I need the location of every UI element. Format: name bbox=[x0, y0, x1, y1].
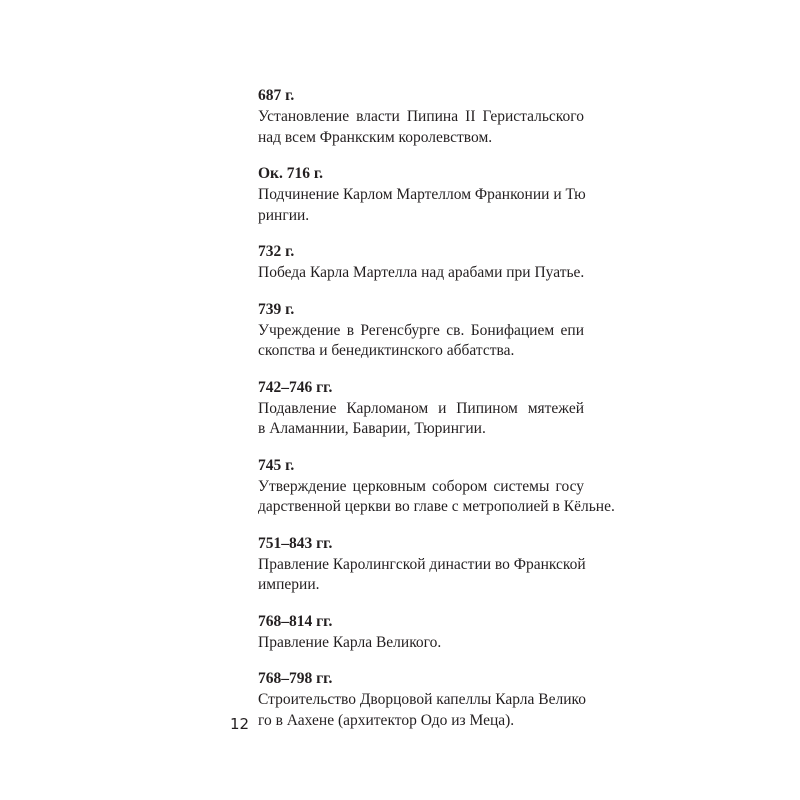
entry-text-line: Установление власти Пипина II Геристальского bbox=[258, 108, 584, 125]
chronology-entry bbox=[258, 456, 615, 518]
page-number: 12 bbox=[230, 715, 250, 733]
chronology-entry bbox=[258, 242, 584, 284]
entry-text-line: Утверждение церковным собором системы госу bbox=[258, 477, 584, 495]
entry-text-line: Подчинение Карлом Мартеллом Франконии и Тю bbox=[258, 186, 586, 203]
entry-date: 739 г. bbox=[258, 300, 295, 318]
entry-date: 768–798 гг. bbox=[258, 670, 333, 687]
chronology-entry bbox=[258, 534, 584, 596]
entry-text-line: Правление Каролингской династии во Франкской bbox=[258, 555, 586, 573]
entry-date: 751–843 гг. bbox=[258, 534, 333, 552]
chronology-list bbox=[258, 86, 615, 747]
entry-text-line: рингии. bbox=[258, 206, 310, 224]
entry-text-line: скопства и бенедиктинского аббатства. bbox=[258, 342, 515, 359]
entry-text-line: дарственной церкви во главе с метрополией в Кёльне. bbox=[258, 498, 615, 515]
entry-text-line: Строительство Дворцовой капеллы Карла Велико bbox=[258, 691, 586, 708]
entry-text-line: империи. bbox=[258, 576, 320, 593]
entry-date: 687 г. bbox=[258, 87, 295, 104]
chronology-entry bbox=[258, 669, 584, 731]
chronology-entry bbox=[258, 378, 584, 440]
entry-date: 742–746 гг. bbox=[258, 378, 333, 396]
entry-text-line: Победа Карла Мартелла над арабами при Пуатье. bbox=[258, 264, 585, 281]
chronology-entry bbox=[258, 612, 584, 654]
entry-text-line: Правление Карла Великого. bbox=[258, 633, 442, 651]
chronology-entry bbox=[258, 300, 584, 362]
entry-date: Ок. 716 г. bbox=[258, 165, 324, 182]
entry-text-line: Подавление Карломаном и Пипином мятежей bbox=[258, 399, 584, 417]
entry-text-line: го в Аахене (архитектор Одо из Меца). bbox=[258, 711, 515, 729]
entry-date: 745 г. bbox=[258, 456, 295, 474]
entry-text-line: Учреждение в Регенсбурге св. Бонифацием епи bbox=[258, 321, 584, 339]
entry-date: 732 г. bbox=[258, 243, 295, 260]
entry-text-line: в Аламаннии, Баварии, Тюрингии. bbox=[258, 420, 486, 437]
entry-date: 768–814 гг. bbox=[258, 612, 333, 630]
entry-text-line: над всем Франкским королевством. bbox=[258, 128, 493, 146]
chronology-entry bbox=[258, 86, 584, 148]
chronology-entry bbox=[258, 164, 584, 226]
